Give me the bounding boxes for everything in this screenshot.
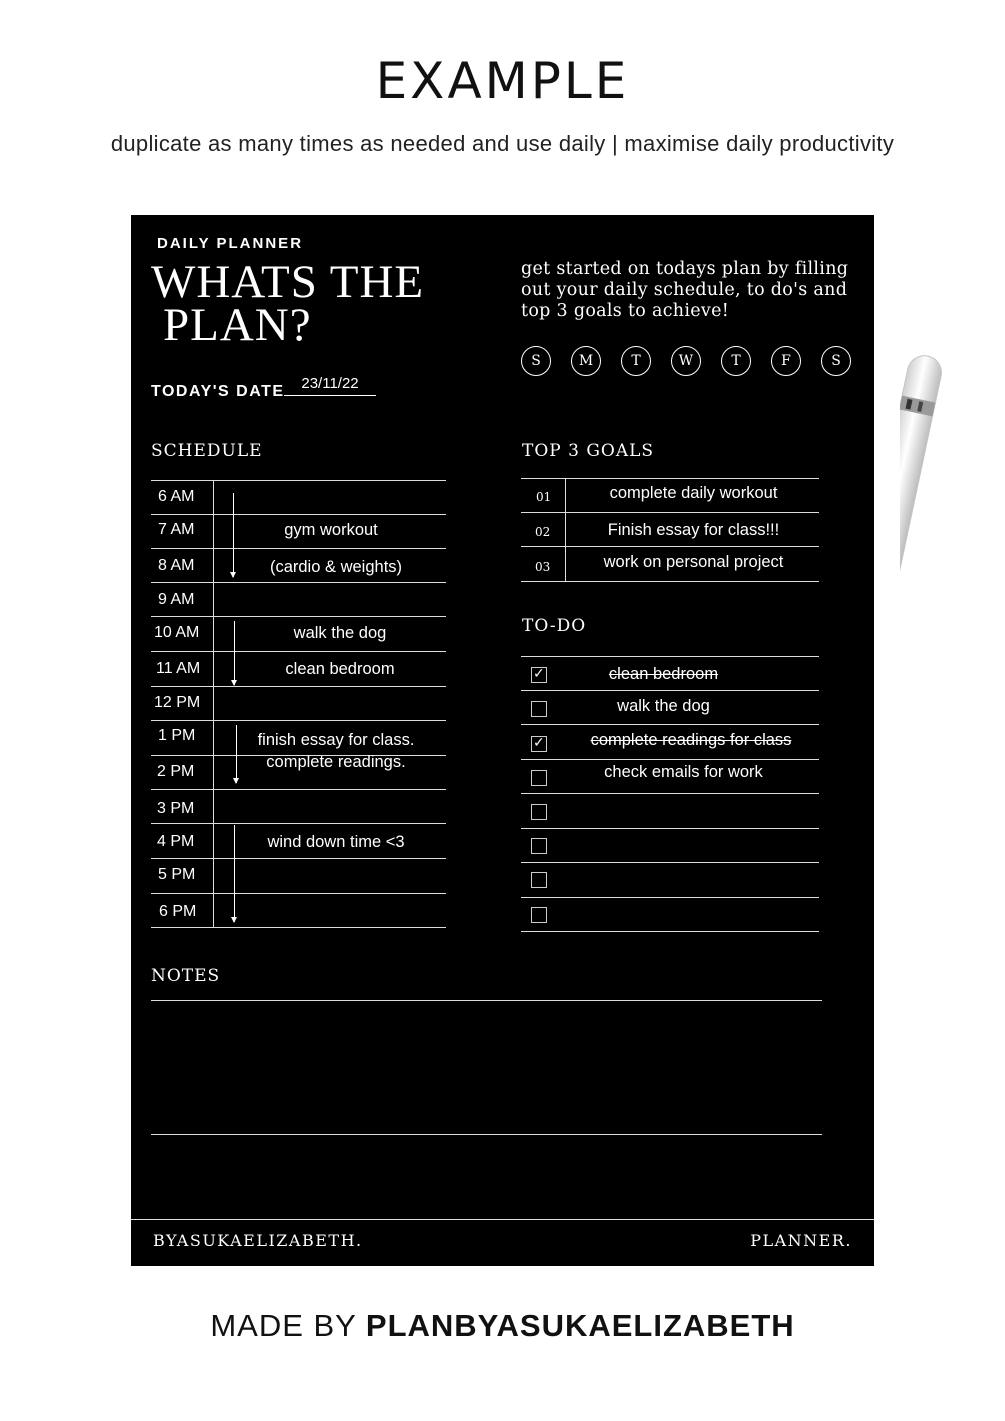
todo-rule — [521, 862, 819, 863]
todo-checkbox[interactable] — [531, 701, 547, 717]
schedule-rule — [151, 720, 446, 721]
time-slot: 12 PM — [154, 694, 201, 711]
time-slot: 11 AM — [156, 660, 201, 677]
schedule-task: finish essay for class. — [257, 731, 415, 749]
todo-text-completed: complete readings for class — [590, 731, 792, 749]
todo-rule — [521, 724, 819, 725]
goal-number: 03 — [535, 560, 551, 574]
todo-text-completed: clean bedroom — [608, 665, 719, 683]
schedule-task: wind down time <3 — [267, 833, 405, 851]
todo-rule — [521, 793, 819, 794]
date-field[interactable]: 23/11/22 — [284, 375, 376, 396]
daily-planner-sheet — [131, 215, 874, 1266]
made-by-credit — [0, 1308, 1005, 1344]
schedule-rule — [151, 789, 446, 790]
goals-divider — [565, 478, 566, 581]
duration-arrow — [234, 621, 235, 685]
planner-title-line1: WHATS THE — [151, 256, 425, 308]
day-tuesday[interactable]: T — [621, 346, 651, 376]
todo-rule — [521, 690, 819, 691]
duration-arrow — [234, 825, 235, 922]
time-slot: 6 AM — [158, 488, 195, 505]
schedule-rule — [151, 893, 446, 894]
footer-rule — [131, 1219, 874, 1220]
time-slot: 1 PM — [158, 727, 196, 744]
weekday-selector — [521, 346, 861, 378]
time-slot: 5 PM — [158, 866, 196, 883]
page-subtitle: duplicate as many times as needed and use daily | maximise daily productivity — [110, 131, 895, 156]
schedule-rule — [151, 823, 446, 824]
schedule-task: walk the dog — [293, 624, 387, 642]
schedule-rule — [151, 686, 446, 687]
schedule-rule — [151, 548, 446, 549]
day-wednesday[interactable]: W — [671, 346, 701, 376]
day-friday[interactable]: F — [771, 346, 801, 376]
todo-checkbox[interactable] — [531, 907, 547, 923]
planner-intro: get started on todays plan by filling out your daily schedule, to do's and top 3 goals to achieve! — [521, 259, 849, 321]
todo-text: check emails for work — [604, 763, 763, 781]
schedule-heading: SCHEDULE — [151, 441, 263, 461]
todo-checkbox[interactable] — [531, 804, 547, 820]
date-label: TODAY'S DATE — [151, 383, 285, 400]
todo-text: walk the dog — [617, 697, 710, 715]
todo-rule — [521, 759, 819, 760]
goals-rule — [521, 581, 819, 582]
footer-label: PLANNER. — [750, 1231, 852, 1250]
schedule-rule — [151, 480, 446, 481]
goal-number: 01 — [536, 490, 552, 504]
schedule-rule — [151, 858, 446, 859]
todo-checkbox-checked[interactable] — [531, 667, 547, 683]
todo-rule — [521, 828, 819, 829]
goal-text: work on personal project — [603, 553, 784, 571]
day-sunday[interactable]: S — [521, 346, 551, 376]
todo-checkbox[interactable] — [531, 872, 547, 888]
page-title: EXAMPLE — [375, 52, 630, 110]
stylus-pencil-image — [900, 350, 952, 680]
duration-arrow — [236, 725, 237, 783]
notes-area[interactable] — [151, 1002, 822, 1132]
day-saturday[interactable]: S — [821, 346, 851, 376]
credit-prefix: MADE BY — [210, 1308, 366, 1343]
todo-checkbox-checked[interactable] — [531, 736, 547, 752]
notes-heading: NOTES — [151, 966, 221, 986]
todo-rule — [521, 897, 819, 898]
schedule-task: complete readings. — [266, 753, 406, 771]
notes-rule — [151, 1000, 822, 1001]
notes-rule — [151, 1134, 822, 1135]
schedule-task: clean bedroom — [285, 660, 395, 678]
todo-checkbox[interactable] — [531, 838, 547, 854]
todo-heading: TO-DO — [522, 616, 587, 636]
schedule-rule — [151, 651, 446, 652]
time-slot: 3 PM — [157, 800, 195, 817]
day-thursday[interactable]: T — [721, 346, 751, 376]
time-slot: 8 AM — [158, 557, 195, 574]
goals-heading: TOP 3 GOALS — [522, 441, 655, 461]
schedule-rule — [151, 582, 446, 583]
planner-title — [151, 256, 491, 351]
schedule-task: (cardio & weights) — [269, 558, 403, 576]
time-slot: 10 AM — [154, 624, 200, 641]
schedule-rule — [151, 514, 446, 515]
time-slot: 9 AM — [158, 591, 195, 608]
planner-title-line2: PLAN? — [163, 299, 312, 351]
schedule-task: gym workout — [284, 521, 378, 539]
goal-text: Finish essay for class!!! — [607, 521, 780, 539]
planner-label: DAILY PLANNER — [157, 235, 304, 252]
schedule-divider — [213, 480, 214, 927]
goal-text: complete daily workout — [609, 484, 778, 502]
credit-brand: PLANBYASUKAELIZABETH — [365, 1308, 795, 1343]
time-slot: 7 AM — [158, 521, 195, 538]
day-monday[interactable]: M — [571, 346, 601, 376]
todo-rule — [521, 656, 819, 657]
time-slot: 6 PM — [159, 903, 197, 920]
footer-brand: BYASUKAELIZABETH. — [153, 1231, 363, 1250]
time-slot: 4 PM — [157, 833, 195, 850]
todo-rule — [521, 931, 819, 932]
schedule-rule — [151, 927, 446, 928]
schedule-rule — [151, 616, 446, 617]
goal-number: 02 — [535, 525, 551, 539]
time-slot: 2 PM — [157, 763, 195, 780]
todo-checkbox[interactable] — [531, 770, 547, 786]
